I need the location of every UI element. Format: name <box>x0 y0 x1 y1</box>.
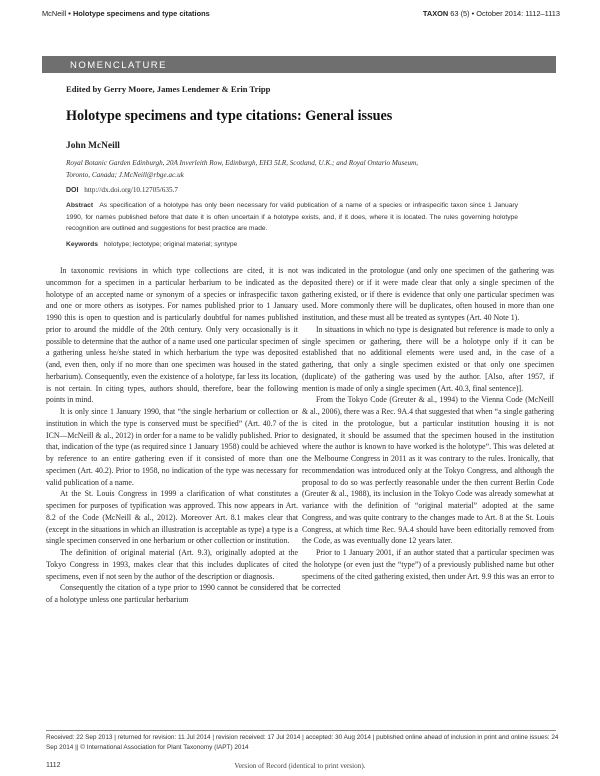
editors-line: Edited by Gerry Moore, James Lendemer & Erin Tripp <box>66 84 271 94</box>
keywords <box>66 241 237 248</box>
article-title: Holotype specimens and type citations: General issues <box>66 108 393 124</box>
body-paragraph: In taxonomic revisions in which type collections are cited, it is not uncommon for a specimen in a particular herbarium to be indicated as the holotype of an accepted name or synonym of a species or infraspecific taxon and one or more others as isotypes. For names published prior to 1 January 1990 this is open to question and is particularly doubtful for names published prior to around the middle of the 20th century. Only very occasionally is it possible to determine that the author of a name used one particular specimen of a gathering unless he/she stated in which herbarium the type was deposited (and, even then, only if no more than one specimen was housed in the stated herbarium). Consequently, even the existence of a holotype, far less its location, is not certain. In citing types, authors should, therefore, bear the following points in mind. <box>46 266 298 405</box>
author-affiliation <box>66 158 506 181</box>
abstract-label: Abstract <box>66 202 94 209</box>
doi-link[interactable]: http://dx.doi.org/10.12705/635.7 <box>84 186 178 194</box>
running-head <box>0 9 600 27</box>
doi-line <box>66 186 178 194</box>
running-head-title: Holotype specimens and type citations <box>72 9 210 18</box>
body-column-right <box>302 265 554 594</box>
affiliation-line: Toronto, Canada; J.McNeill@rbge.ac.uk <box>66 170 184 179</box>
body-paragraph: From the Tokyo Code (Greuter & al., 1994) to the Vienna Code (McNeill & al., 2006), there was a Rec. 9A.4 that suggested that when “a single gathering is cited in the protologue, but a particular institution housing it is not designated, it should be assumed that the specimen housed in the institution where the author is known to have worked is the holotype”. This was deleted at the Melbourne Congress in 2011 as it was contrary to the rules. Ironically, that recommendation was introduced only at the Tokyo Congress, and although the proposal to do so was perfectly reasonable under the then current Berlin Code (Greuter & al., 1988), its inclusion in the Tokyo Code was already somewhat at variance with the definition of “original material” adopted at the same Congress, and was quite contrary to the changes made to Art. 8 at the St. Louis Congress, at which time Rec. 9A.4 should have been editorially removed from the Code, as was eventually done 12 years later. <box>302 395 554 546</box>
body-paragraph: Prior to 1 January 2001, if an author stated that a particular specimen was the holotype (or even just the “type”) of a previously published name but other specimens of the cited gathering existed, then under Art. 9.9 this was an error to be corrected <box>302 548 554 593</box>
body-paragraph: Consequently the citation of a type prior to 1990 cannot be considered that of a holotype unless one particular herbarium <box>46 583 298 604</box>
journal-issue: 63 (5) • October 2014: 1112–1113 <box>450 9 560 18</box>
version-note: Version of Record (identical to print version). <box>234 762 366 770</box>
publication-history: Received: 22 Sep 2013 | returned for revision: 11 Jul 2014 | revision received: 17 Jul 2014 | accepted: 30 Aug 2014 | published online ahead of inclusion in print and online issues: 24 Sep 2014 || © International Association for Plant Taxonomy (IAPT) 2014 <box>46 734 559 751</box>
abstract-text: As specification of a holotype has only been necessary for valid publication of a name of a species or infraspecific taxon since 1 January 1990, for names published before that date it is often uncertain if a holotype exists, and, if it does, where it is located. The rules governing holotype recognition are outlined and suggestions for best practice are made. <box>66 202 518 232</box>
body-column-left <box>46 265 298 606</box>
page-number: 1112 <box>46 762 61 769</box>
body-paragraph: It is only since 1 January 1990, that “the single herbarium or collection or institution in which the type is conserved must be specified” (Art. 40.7 of the ICN—McNeill & al., 2012) in order for a name to be validly published. Prior to that, indication of the type (as required since 1 January 1958) could be achieved by reference to an entire gathering even if it consisted of more than one specimen (Art. 40.2). Prior to 1958, no indication of the type was necessary for valid publication of a name. <box>46 407 298 487</box>
section-label: NOMENCLATURE <box>70 60 167 71</box>
journal-name: TAXON <box>422 9 449 18</box>
footnote-divider <box>46 730 556 731</box>
running-head-author: McNeill <box>42 9 67 18</box>
body-paragraph: In situations in which no type is designated but reference is made to only a single specimen or gathering, there will be a holotype only if it can be established that no additional elements were used and, in the case of a gathering, that only a single specimen existed or that only one specimen (duplicate) of the gathering was used by the author. [Also, after 1957, if mention is made of only a single specimen (Art. 40.3, final sentence)]. <box>302 324 554 393</box>
keywords-label: Keywords <box>66 241 98 248</box>
running-head-right <box>423 9 560 18</box>
body-paragraph: was indicated in the protologue (and only one specimen of the gathering was deposited there) or if it were made clear that only a single specimen of the gathering existed, or if there is evidence that only one particular specimen was used. More commonly there will be duplicates, often housed in more than one institution, and these must all be treated as syntypes (Art. 40 Note 1). <box>302 266 554 322</box>
keywords-text: holotype; lectotype; original material; syntype <box>103 241 238 248</box>
abstract <box>66 200 518 235</box>
doi-label: DOI <box>66 187 79 194</box>
body-paragraph: At the St. Louis Congress in 1999 a clarification of what constitutes a specimen for purposes of typification was approved. This now appears in Art. 8.2 of the Code (McNeill & al., 2012). Moreover Art. 8.1 makes clear that (except in the situations in which an illustration is acceptable as type) a type is a single specimen conserved in one herbarium or other collection or institution. <box>46 489 298 546</box>
author-name: John McNeill <box>66 141 120 151</box>
running-head-left: McNeill • Holotype specimens and type citations <box>42 9 210 18</box>
body-paragraph: The definition of original material (Art. 9.3), originally adopted at the Tokyo Congress in 1993, makes clear that this includes duplicates of cited specimens, even if not seen by the author of the description or diagnosis. <box>46 548 298 581</box>
affiliation-line: Royal Botanic Garden Edinburgh, 20A Inverleith Row, Edinburgh, EH3 5LR, Scotland, U.K.; and Royal Ontario Museum, <box>66 159 419 167</box>
